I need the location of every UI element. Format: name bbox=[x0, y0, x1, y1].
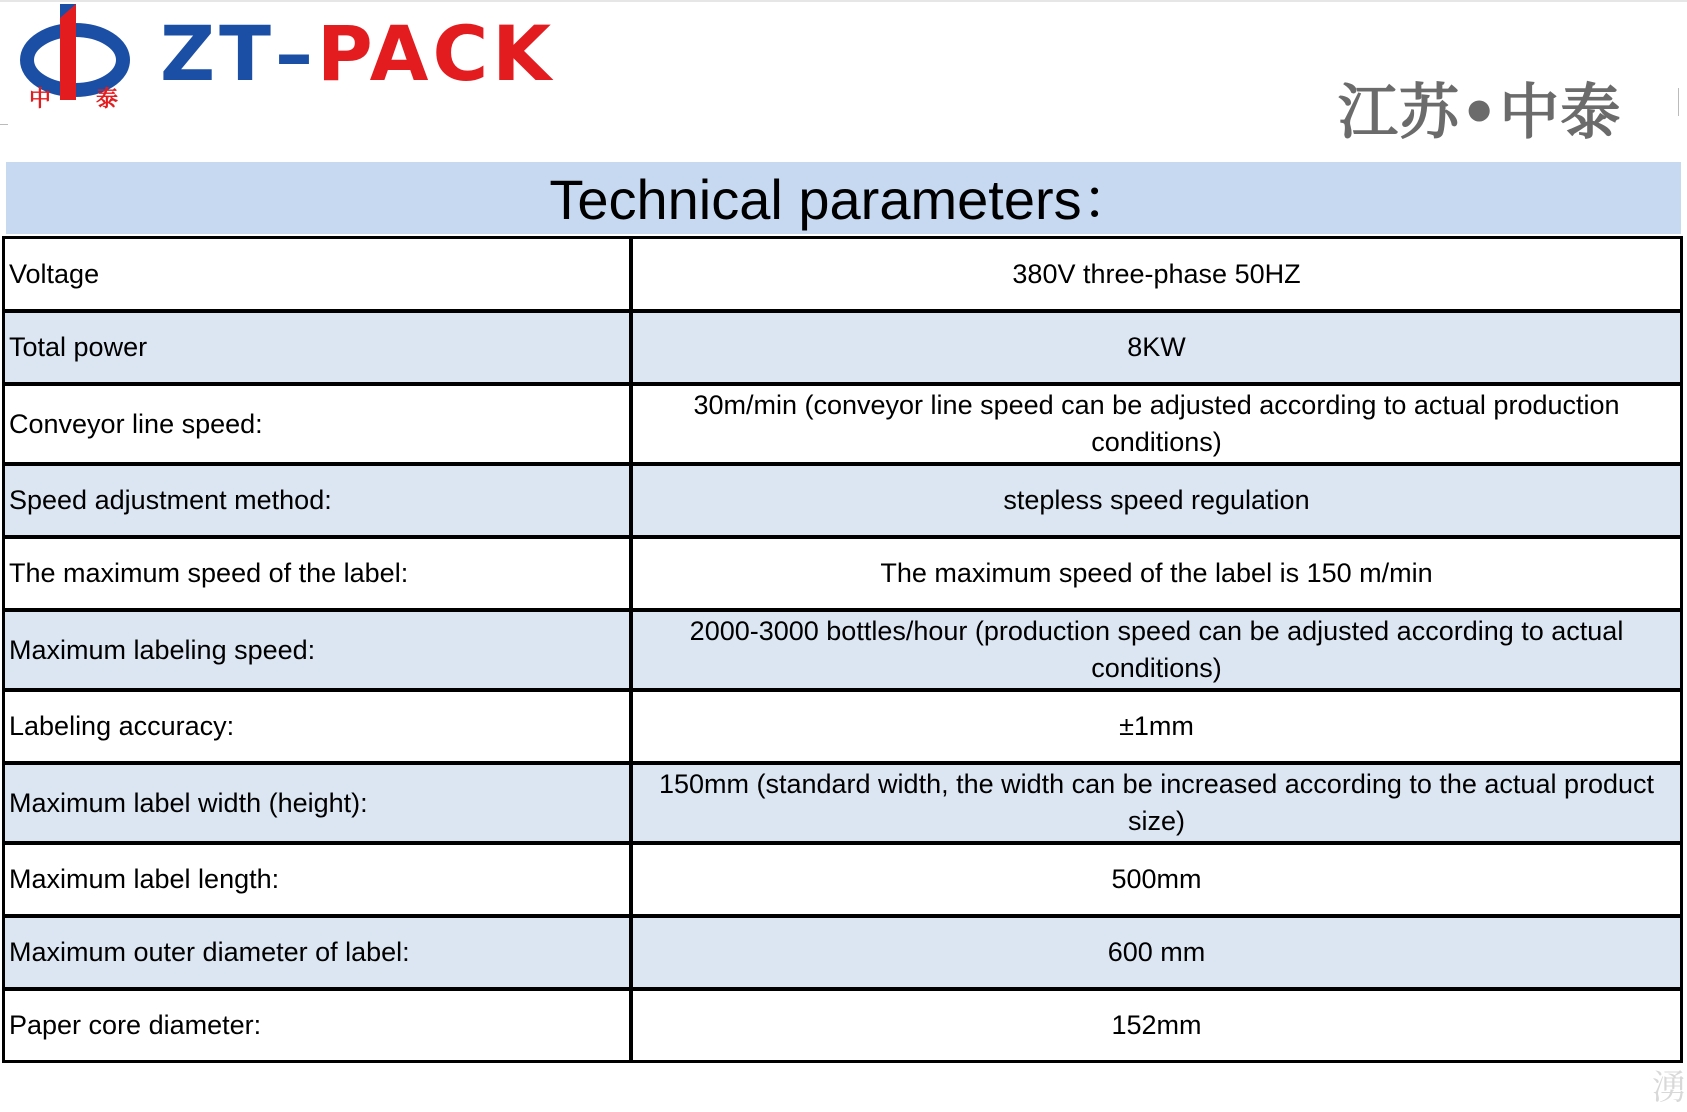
param-value: 150mm (standard width, the width can be increased according to the actual product size) bbox=[632, 764, 1681, 842]
table-row bbox=[4, 611, 1681, 689]
param-key: Maximum labeling speed: bbox=[4, 611, 630, 689]
param-value: ±1mm bbox=[632, 691, 1681, 762]
param-key: Paper core diameter: bbox=[4, 990, 630, 1061]
param-key: Labeling accuracy: bbox=[4, 691, 630, 762]
top-border bbox=[0, 0, 1687, 2]
table-row bbox=[4, 238, 1681, 310]
param-key: Conveyor line speed: bbox=[4, 385, 630, 463]
param-key: Maximum label width (height): bbox=[4, 764, 630, 842]
brand-zt: ZT bbox=[160, 9, 275, 98]
param-value: 500mm bbox=[632, 844, 1681, 915]
brand-dash: – bbox=[274, 9, 317, 98]
edge-mark bbox=[1678, 88, 1679, 116]
param-key: Speed adjustment method: bbox=[4, 465, 630, 536]
param-value: 152mm bbox=[632, 990, 1681, 1061]
page-header bbox=[0, 0, 1687, 150]
table-row bbox=[4, 990, 1681, 1061]
param-value: The maximum speed of the label is 150 m/min bbox=[632, 538, 1681, 609]
param-value: stepless speed regulation bbox=[632, 465, 1681, 536]
edge-mark-left bbox=[0, 124, 8, 125]
logo-char-tai: 泰 bbox=[96, 87, 119, 112]
param-value: 600 mm bbox=[632, 917, 1681, 988]
zt-logo-icon bbox=[20, 2, 140, 122]
param-key: Maximum label length: bbox=[4, 844, 630, 915]
param-value: 380V three-phase 50HZ bbox=[632, 238, 1681, 310]
table-row bbox=[4, 917, 1681, 988]
param-value: 30m/min (conveyor line speed can be adjusted according to actual production conditions) bbox=[632, 385, 1681, 463]
param-key: The maximum speed of the label: bbox=[4, 538, 630, 609]
table-row bbox=[4, 385, 1681, 463]
param-key: Maximum outer diameter of label: bbox=[4, 917, 630, 988]
parameters-table bbox=[2, 236, 1683, 1063]
table-row bbox=[4, 538, 1681, 609]
page-title: Technical parameters： bbox=[6, 162, 1681, 234]
table-row bbox=[4, 691, 1681, 762]
watermark-glyph: 湧 bbox=[1652, 1069, 1686, 1107]
logo-char-zhong: 中 bbox=[29, 87, 52, 112]
table-row bbox=[4, 764, 1681, 842]
param-value: 8KW bbox=[632, 312, 1681, 383]
table-row bbox=[4, 312, 1681, 383]
brand-pack: PACK bbox=[316, 9, 556, 98]
param-value: 2000-3000 bottles/hour (production speed can be adjusted according to actual conditions) bbox=[632, 611, 1681, 689]
chinese-company-name: 江苏•中泰 bbox=[1338, 78, 1622, 148]
table-row bbox=[4, 844, 1681, 915]
param-key: Total power bbox=[4, 312, 630, 383]
brand-name bbox=[160, 9, 556, 98]
param-key: Voltage bbox=[4, 238, 630, 310]
table-row bbox=[4, 465, 1681, 536]
